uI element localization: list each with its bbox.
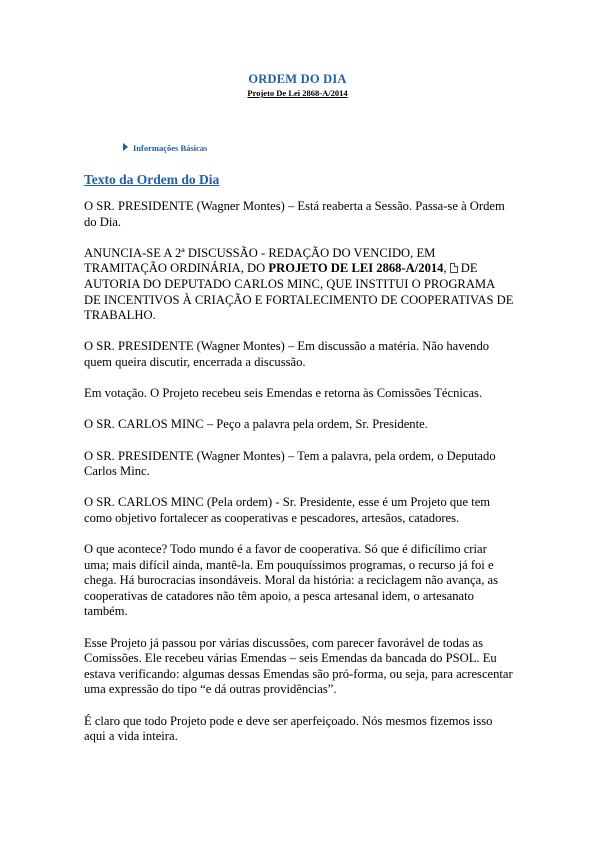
paragraph: O SR. CARLOS MINC (Pela ordem) - Sr. Presidente, esse é um Projeto que tem como objetivo fortalecer as cooperativas e pescadores, artesãos, catadores. [84,495,491,525]
page-title: ORDEM DO DIA [248,72,347,86]
document-icon[interactable] [450,263,458,273]
section-heading: Texto da Ordem do Dia [84,172,220,187]
paragraph: É claro que todo Projeto pode e deve ser aperfeiçoado. Nós mesmos fizemos isso aqui a vida inteira. [84,713,493,744]
paragraph: O SR. PRESIDENTE (Wagner Montes) – Em discussão a matéria. Não havendo quem queira discutir, encerrada a discussão. [84,339,490,369]
basic-info-link[interactable] [123,143,207,153]
bill-number-subtitle: Projeto De Lei 2868-A/2014 [247,88,348,98]
paragraph-announcement [84,246,514,324]
paragraph: Esse Projeto já passou por várias discussões, com parecer favorável de todas as Comissões. Ele recebeu várias Emendas – seis Emendas da bancada do PSOL. Eu estava verificando: algumas dessas Emendas são pró-forma, ou seja, para acrescentar uma expressão do tipo “e dá outras providências”. [84,635,513,697]
comma: , [443,261,447,276]
announcement-text-end: DE AUTORIA DO DEPUTADO CARLOS MINC, QUE INSTITUI O PROGRAMA DE INCENTIVOS À CRIAÇÃO E FORTALECIMENTO DE COOPERATIVAS DE TRABALHO. [84,261,514,323]
paragraph: O SR. PRESIDENTE (Wagner Montes) – Está reaberta a Sessão. Passa-se à Ordem do Dia. [84,199,505,229]
paragraph: O SR. PRESIDENTE (Wagner Montes) – Tem a palavra, pela ordem, o Deputado Carlos Minc. [84,448,496,479]
paragraph: Em votação. O Projeto recebeu seis Emendas e retorna às Comissões Técnicas. [84,386,483,401]
basic-info-label: Informações Básicas [133,143,208,153]
announcement-text: ANUNCIA-SE A 2ª DISCUSSÃO - REDAÇÃO DO VENCIDO, EM TRAMITAÇÃO ORDINÁRIA, DO [84,245,436,276]
transcript-content [84,199,514,760]
bill-reference: PROJETO DE LEI 2868-A/2014 [268,261,444,276]
page-header [0,72,595,99]
paragraph: O SR. CARLOS MINC – Peço a palavra pela ordem, Sr. Presidente. [84,417,428,432]
triangle-right-icon [123,143,128,151]
paragraph: O que acontece? Todo mundo é a favor de cooperativa. Só que é dificílimo criar uma; mais difícil ainda, mantê-la. Em pouquíssimos programas, o recurso já foi e chega. Há burocracias insondáveis. Moral da história: a reciclagem não avança, as cooperativas de catadores não têm apoio, a pesca artesanal idem, o artesanato também. [84,542,499,619]
